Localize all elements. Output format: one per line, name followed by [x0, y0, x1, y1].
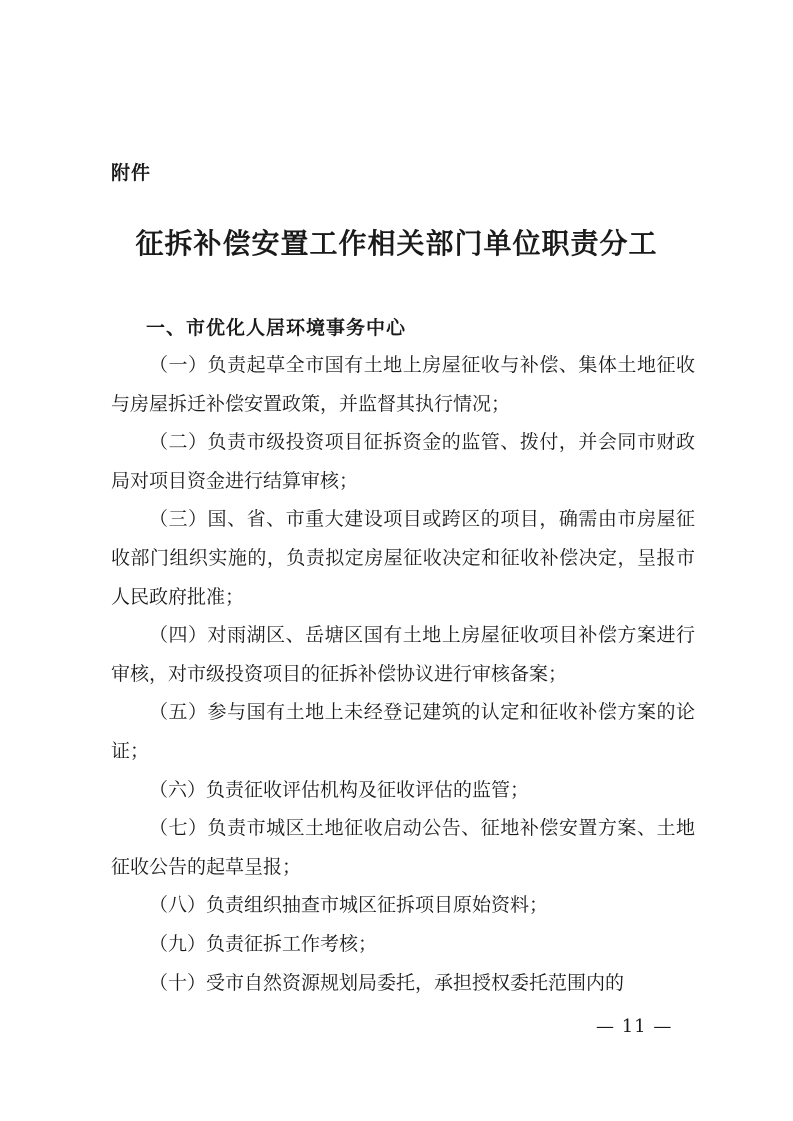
paragraph: （五）参与国有土地上未经登记建筑的认定和征收补偿方案的论证；: [111, 701, 695, 762]
paragraph: （二）负责市级投资项目征拆资金的监管、拨付，并会同市财政局对项目资金进行结算审核；: [111, 431, 695, 492]
body-text: [111, 346, 695, 1002]
paragraph: （九）负责征拆工作考核；: [149, 932, 378, 955]
paragraph: （三）国、省、市重大建设项目或跨区的项目，确需由市房屋征收部门组织实施的，负责拟定房屋征收决定和征收补偿决定，呈报市人民政府批准；: [111, 508, 695, 608]
paragraph: （六）负责征收评估机构及征收评估的监管；: [149, 778, 530, 801]
paragraph: （八）负责组织抽查市城区征拆项目原始资料；: [149, 894, 549, 917]
paragraph: （一）负责起草全市国有土地上房屋征收与补偿、集体土地征收与房屋拆迁补偿安置政策，并监督其执行情况；: [111, 354, 695, 415]
document-title: 征拆补偿安置工作相关部门单位职责分工: [135, 227, 658, 260]
paragraph: （十）受市自然资源规划局委托，承担授权委托范围内的: [149, 971, 625, 994]
section-heading: 一、市优化人居环境事务中心: [146, 317, 407, 339]
paragraph: （七）负责市城区土地征收启动公告、征地补偿安置方案、土地征收公告的起草呈报；: [111, 817, 695, 878]
attachment-label: 附件: [111, 162, 152, 184]
paragraph: （四）对雨湖区、岳塘区国有土地上房屋征收项目补偿方案进行审核，对市级投资项目的征拆补偿协议进行审核备案；: [111, 624, 695, 685]
page-number: — 11 —: [596, 1016, 673, 1037]
